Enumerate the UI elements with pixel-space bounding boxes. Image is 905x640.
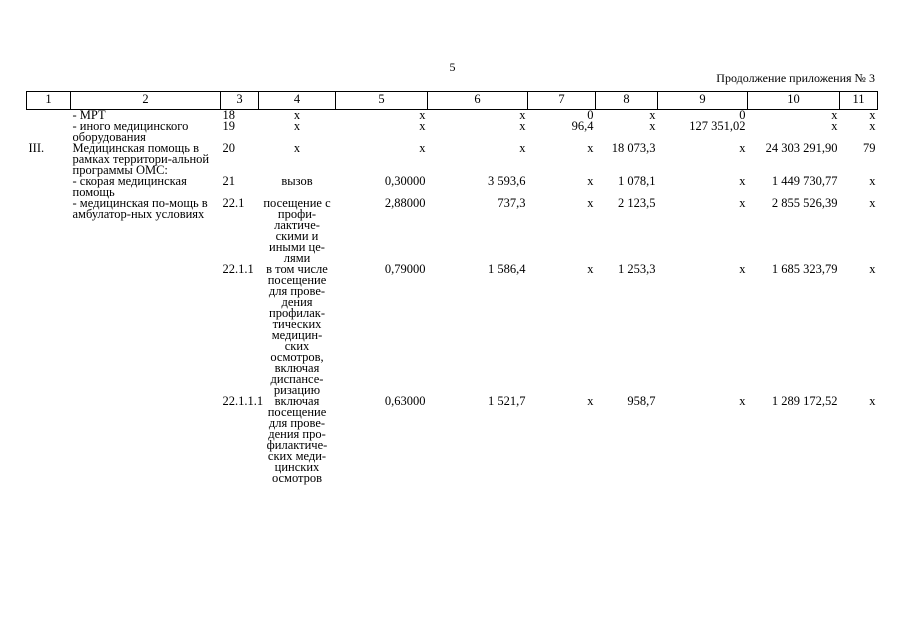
cell: 2,88000	[384, 196, 426, 210]
cell: - скорая медицинская помощь	[72, 174, 187, 199]
cell	[27, 121, 71, 143]
cell: х	[739, 174, 746, 188]
cell: 0,30000	[384, 174, 426, 188]
column-header: 9	[658, 92, 748, 110]
cell: х	[869, 108, 876, 122]
table-row	[27, 121, 878, 143]
cell: х	[419, 108, 426, 122]
column-header: 6	[428, 92, 528, 110]
cell: 0	[739, 108, 746, 122]
column-header: 7	[528, 92, 596, 110]
column-header: 11	[840, 92, 878, 110]
cell: 1 253,3	[618, 262, 656, 276]
cell: 21	[222, 174, 235, 188]
cell: х	[739, 262, 746, 276]
column-header: 5	[336, 92, 428, 110]
cell: посещение с профи-лактиче-скими и иными це-лями	[263, 196, 331, 265]
cell	[27, 264, 71, 396]
column-header: 2	[71, 92, 221, 110]
cell: вызов	[281, 174, 313, 188]
cell: х	[519, 141, 526, 155]
cell: 1 586,4	[488, 262, 526, 276]
cell: 18 073,3	[611, 141, 656, 155]
cell: х	[869, 262, 876, 276]
cell: - МРТ	[72, 108, 106, 122]
cell: 737,3	[497, 196, 526, 210]
cell: х	[587, 262, 594, 276]
cell: х	[293, 119, 301, 133]
cell: 1 289 172,52	[771, 394, 838, 408]
column-header: 4	[259, 92, 336, 110]
cell: 20	[222, 141, 235, 155]
cell: 22.1.1	[222, 262, 254, 276]
cell	[27, 176, 71, 198]
table-row	[27, 396, 878, 484]
cell	[71, 396, 221, 484]
page-number: 5	[449, 60, 456, 74]
cell: 79	[863, 141, 876, 155]
cell: х	[869, 119, 876, 133]
cell: 958,7	[627, 394, 656, 408]
cell: х	[831, 108, 838, 122]
cell: х	[587, 196, 594, 210]
cell: в том числе посещение для прове-дения профилак-тических медицин-ских осмотров, включая диспансе-ризацию	[266, 262, 328, 397]
cell: - иного медицинского оборудования	[72, 119, 189, 144]
continuation-note: Продолжение приложения № 3	[716, 71, 875, 85]
cell: х	[587, 141, 594, 155]
cell: 0,79000	[384, 262, 426, 276]
cell: 1 521,7	[488, 394, 526, 408]
cell: х	[419, 141, 426, 155]
cell: х	[831, 119, 838, 133]
column-header: 8	[596, 92, 658, 110]
cell: 1 078,1	[618, 174, 656, 188]
cell: х	[587, 174, 594, 188]
cell: включая посещение для прове-дения про-филактиче-ских меди-цинских осмотров	[266, 394, 328, 485]
cell: 96,4	[571, 119, 594, 133]
table-row	[27, 198, 878, 264]
cell: х	[869, 394, 876, 408]
cell: х	[519, 108, 526, 122]
cell: х	[869, 196, 876, 210]
column-header: 10	[748, 92, 840, 110]
cell: х	[419, 119, 426, 133]
cell: х	[739, 196, 746, 210]
cell: х	[587, 394, 594, 408]
cell: 19	[222, 119, 235, 133]
cell: х	[649, 119, 656, 133]
table-row	[27, 176, 878, 198]
cell: х	[739, 394, 746, 408]
cell: 24 303 291,90	[765, 141, 838, 155]
cell	[27, 396, 71, 484]
cell: 18	[222, 108, 235, 122]
cell: 1 685 323,79	[771, 262, 838, 276]
cell: 127 351,02	[689, 119, 746, 133]
cell	[71, 264, 221, 396]
cell: х	[519, 119, 526, 133]
cell	[27, 198, 71, 264]
cell: х	[869, 174, 876, 188]
cell: 22.1.1.1	[222, 394, 264, 408]
cell: х	[739, 141, 746, 155]
column-header: 3	[221, 92, 259, 110]
cell: III.	[28, 141, 45, 155]
cell: 0	[587, 108, 594, 122]
cell: Медицинская помощь в рамках территори-альной программы ОМС:	[72, 141, 210, 177]
cell: 2 123,5	[618, 196, 656, 210]
cell: х	[293, 141, 301, 155]
cell: 1 449 730,77	[771, 174, 838, 188]
data-table	[26, 91, 878, 484]
cell: х	[649, 108, 656, 122]
cell: 3 593,6	[488, 174, 526, 188]
cell: х	[293, 108, 301, 122]
cell: 2 855 526,39	[771, 196, 838, 210]
column-header: 1	[27, 92, 71, 110]
table-row	[27, 143, 878, 176]
cell: 22.1	[222, 196, 245, 210]
table-row	[27, 264, 878, 396]
cell: 0,63000	[384, 394, 426, 408]
header-row	[27, 92, 878, 110]
cell: - медицинская по-мощь в амбулатор-ных условиях	[72, 196, 208, 221]
cell	[27, 110, 71, 122]
